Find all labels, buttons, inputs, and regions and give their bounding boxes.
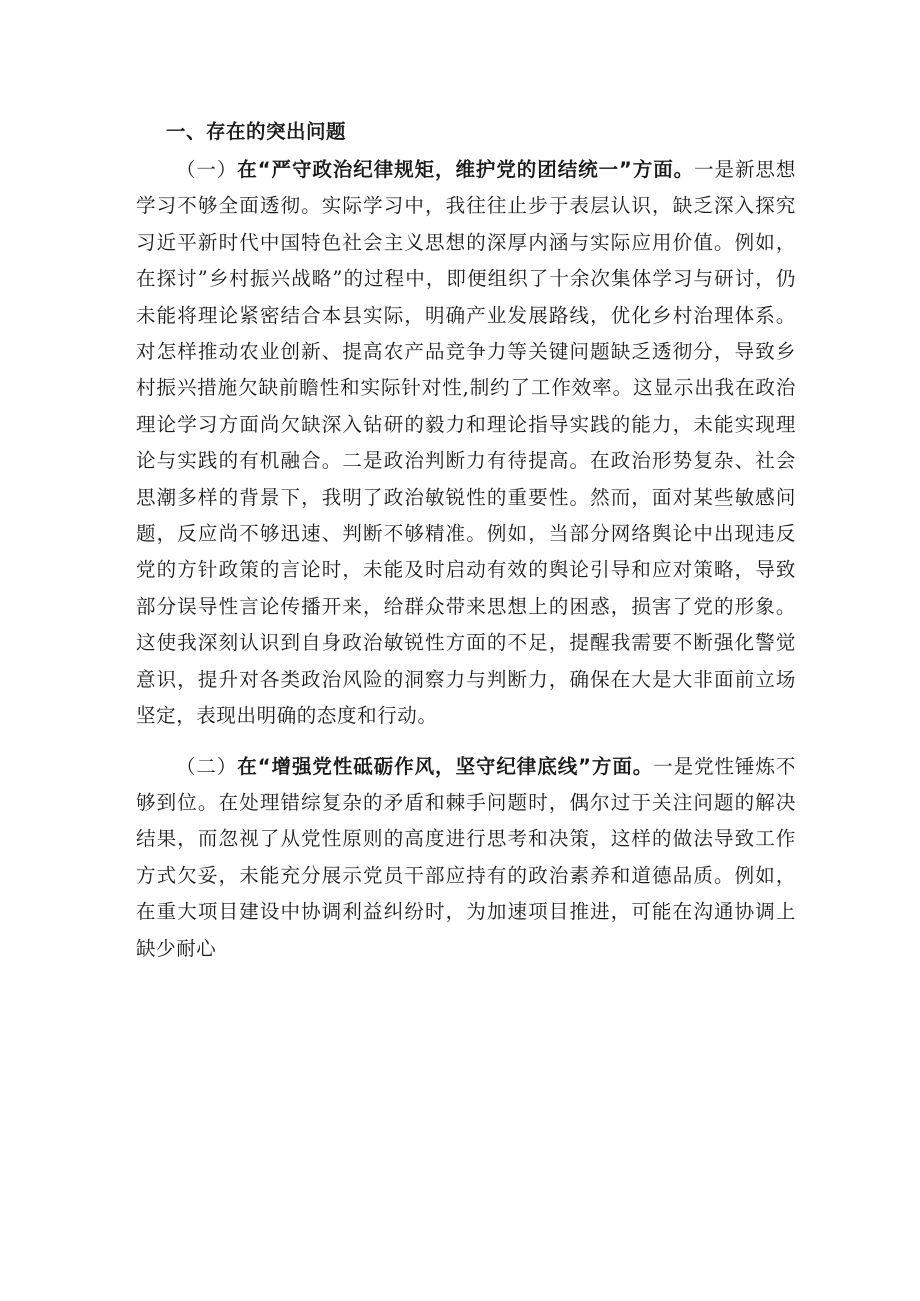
section-heading: 一、存在的突出问题 — [166, 120, 347, 143]
paragraph-section-2 — [136, 749, 796, 967]
section-2-title: 在“增强党性砥砺作风，坚守纪律底线”方面。 — [237, 754, 654, 778]
paragraph-section-1 — [136, 152, 796, 735]
document-content — [136, 114, 796, 967]
section-2-body: 一是党性锤炼不够到位。在处理错综复杂的矛盾和棘手问题时，偶尔过于关注问题的解决结果，而忽视了从党性原则的高度进行思考和决策，这样的做法导致工作方式欠妥，未能充分展示党员干部应持有的政治素养和道德品质。例如，在重大项目建设中协调利益纠纷时，为加速项目推进，可能在沟通协调上缺少耐心 — [136, 754, 796, 960]
section-1-prefix: （一） — [175, 158, 238, 181]
section-1-body: 一是新思想学习不够全面透彻。实际学习中，我往往止步于表层认识，缺乏深入探究习近平新时代中国特色社会主义思想的深厚内涵与实际应用价值。例如，在探讨”乡村振兴战略”的过程中，即便组织了十余次集体学习与研讨，仍未能将理论紧密结合本县实际，明确产业发展路线，优化乡村治理体系。对怎样推动农业创新、提高农产品竞争力等关键问题缺乏透彻分，导致乡村振兴措施欠缺前瞻性和实际针对性,制约了工作效率。这显示出我在政治理论学习方面尚欠缺深入钻研的毅力和理论指导实践的能力，未能实现理论与实践的有机融合。二是政治判断力有待提高。在政治形势复杂、社会思潮多样的背景下，我明了政治敏锐性的重要性。然而，面对某些敏感问题，反应尚不够迅速、判断不够精准。例如，当部分网络舆论中出现违反党的方针政策的言论时，未能及时启动有效的舆论引导和应对策略，导致部分误导性言论传播开来，给群众带来思想上的困惑，损害了党的形象。这使我深刻认识到自身政治敏锐性方面的不足，提醒我需要不断强化警觉意识，提升对各类政治风险的洞察力与判断力，确保在大是大非面前立场坚定，表现出明确的态度和行动。 — [136, 158, 796, 728]
section-1-title: 在“严守政治纪律规矩，维护党的团结统一”方面。 — [237, 158, 695, 181]
section-2-prefix: （二） — [175, 754, 238, 778]
